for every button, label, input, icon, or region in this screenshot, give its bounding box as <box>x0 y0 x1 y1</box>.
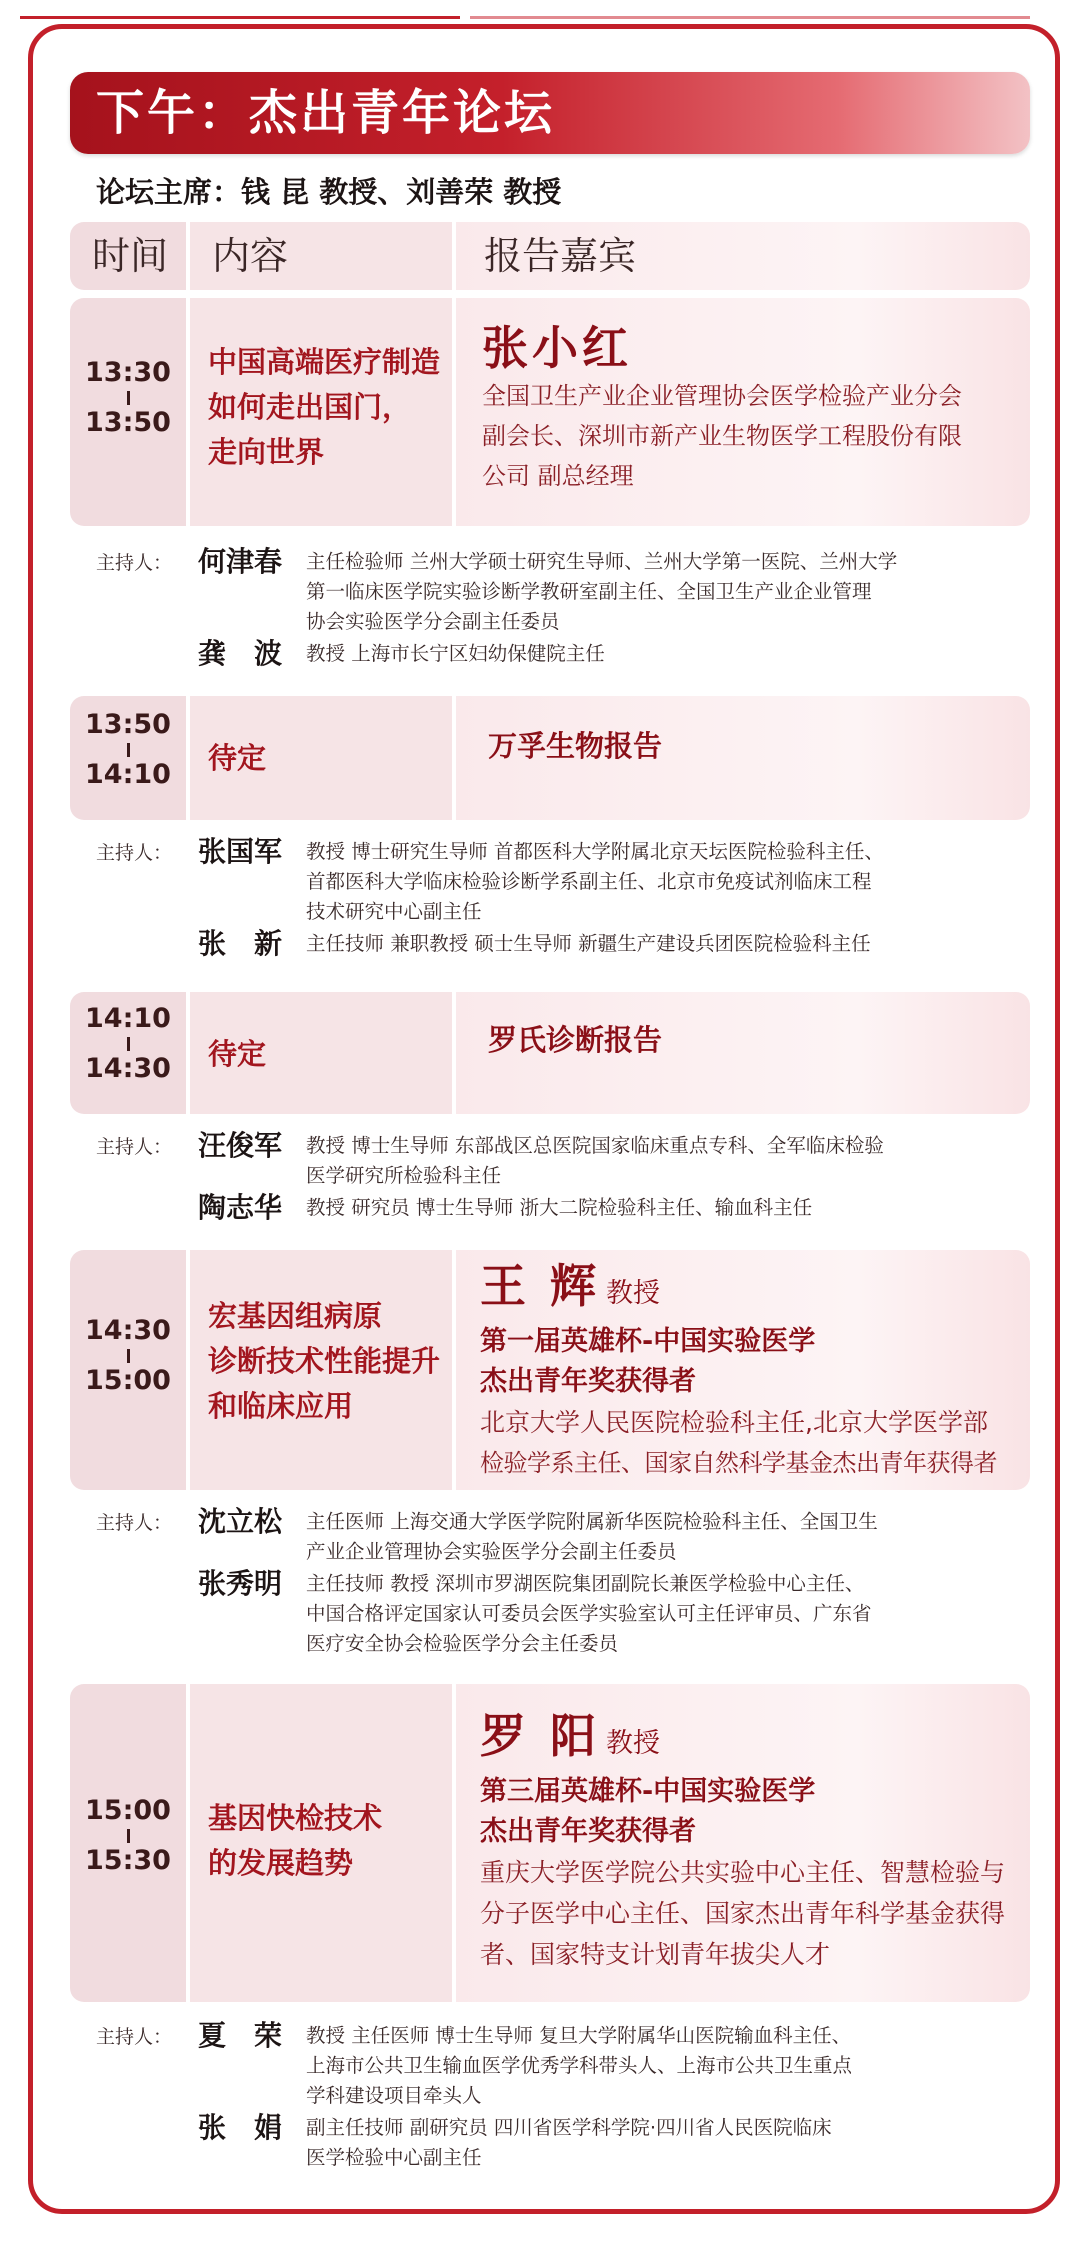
host-desc-line: 主任技师 兼职教授 硕士生导师 新疆生产建设兵团医院检验科主任 <box>306 932 871 955</box>
speaker-affiliation: 检验学系主任、国家自然科学基金杰出青年获得者 <box>480 1449 997 1477</box>
host-desc-line: 教授 博士生导师 东部战区总医院国家临床重点专科、全军临床检验 <box>306 1134 884 1157</box>
section-title-bar <box>70 72 1030 154</box>
host-desc-line: 产业企业管理协会实验医学分会副主任委员 <box>306 1540 677 1563</box>
speaker-cell <box>456 992 1030 1114</box>
sponsor-report: 万孚生物报告 <box>488 729 663 763</box>
host-desc-line: 教授 研究员 博士生导师 浙大二院检验科主任、输血科主任 <box>306 1196 813 1219</box>
page-title: 下午：杰出青年论坛 <box>96 85 556 141</box>
topic-line: 宏基因组病原 <box>208 1299 383 1333</box>
time-start: 13:50 <box>85 709 171 740</box>
session-topic <box>208 340 442 475</box>
time-start: 14:30 <box>85 1315 171 1346</box>
host-name: 张国军 <box>198 835 283 868</box>
time-cell <box>70 1684 186 2002</box>
host-desc-line: 教授 主任医师 博士生导师 复旦大学附属华山医院输血科主任、 <box>306 2024 852 2047</box>
speaker-affiliation: 公司 副总经理 <box>482 462 634 490</box>
topic-line: 基因快检技术 <box>208 1801 383 1835</box>
host-desc-line: 学科建设项目牵头人 <box>306 2084 482 2107</box>
time-divider <box>127 391 130 405</box>
topic-line: 走向世界 <box>208 435 325 469</box>
session-topic <box>208 1796 442 1886</box>
content-cell <box>190 1684 452 2002</box>
host-desc <box>306 2113 1038 2173</box>
content-cell <box>190 298 452 526</box>
sponsor-report: 罗氏诊断报告 <box>488 1023 663 1057</box>
speaker-award: 杰出青年奖获得者 <box>480 1816 696 1847</box>
time-start: 15:00 <box>85 1795 171 1826</box>
time-divider <box>127 1829 130 1843</box>
host-desc-line: 技术研究中心副主任 <box>306 900 482 923</box>
time-start: 13:30 <box>85 357 171 388</box>
speaker-title: 教授 <box>606 1728 661 1759</box>
topic-line: 如何走出国门， <box>208 390 412 424</box>
host-desc-line: 第一临床医学院实验诊断学教研室副主任、全国卫生产业企业管理 <box>306 580 872 603</box>
session-topic <box>208 1032 442 1077</box>
host-desc-line: 主任医师 上海交通大学医学院附属新华医院检验科主任、全国卫生 <box>306 1510 878 1533</box>
hosts-label: 主持人： <box>96 842 173 864</box>
speaker-name-text: 罗 阳 <box>480 1709 601 1763</box>
time-cell <box>70 298 186 526</box>
speaker-affiliation: 分子医学中心主任、国家杰出青年科学基金获得 <box>480 1899 1006 1928</box>
host-name: 夏 荣 <box>198 2019 283 2052</box>
time-divider <box>127 1349 130 1363</box>
hosts-block-4 <box>96 1504 1036 1674</box>
time-divider <box>127 743 130 757</box>
host-desc <box>306 639 1038 669</box>
session-time <box>70 1002 186 1086</box>
session-row-4 <box>70 1250 1030 1490</box>
topic-line: 和临床应用 <box>208 1389 354 1423</box>
hosts-block-5 <box>96 2018 1036 2188</box>
top-rule-left <box>20 16 460 19</box>
speaker-name <box>480 1258 1022 1322</box>
session-time <box>70 1794 186 1878</box>
speaker-affiliation: 者、国家特支计划青年拔尖人才 <box>480 1940 831 1969</box>
speaker-award: 第一届英雄杯-中国实验医学 <box>480 1326 816 1357</box>
host-desc-line: 协会实验医学分会副主任委员 <box>306 610 560 633</box>
speaker-title: 教授 <box>606 1278 661 1309</box>
speaker-affiliation: 北京大学人民医院检验科主任,北京大学医学部 <box>480 1408 988 1437</box>
header-speaker: 报告嘉宾 <box>456 222 1030 290</box>
speaker-name: 张小红 <box>482 321 632 375</box>
header-content: 内容 <box>190 222 452 290</box>
content-cell <box>190 992 452 1114</box>
host-name: 龚 波 <box>198 637 283 670</box>
host-desc <box>306 547 1038 637</box>
speaker-affiliation: 副会长、深圳市新产业生物医学工程股份有限 <box>482 422 962 450</box>
speaker-affiliation: 全国卫生产业企业管理协会医学检验产业分会 <box>482 382 962 410</box>
host-desc-line: 医学研究所检验科主任 <box>306 1164 502 1187</box>
speaker-block <box>482 320 1014 496</box>
host-desc-line: 首都医科大学临床检验诊断学系副主任、北京市免疫试剂临床工程 <box>306 870 872 893</box>
hosts-label: 主持人： <box>96 1136 173 1158</box>
session-row-2 <box>70 696 1030 820</box>
host-desc-line: 主任技师 教授 深圳市罗湖医院集团副院长兼医学检验中心主任、 <box>306 1572 865 1595</box>
topic-line: 诊断技术性能提升 <box>208 1344 441 1378</box>
content-cell <box>190 696 452 820</box>
topic-line: 待定 <box>208 1037 267 1071</box>
speaker-name-text: 王 辉 <box>480 1259 601 1313</box>
time-end: 15:00 <box>85 1365 171 1396</box>
host-desc <box>306 1507 1038 1567</box>
session-topic <box>208 1294 442 1429</box>
hosts-block-3 <box>96 1128 1036 1226</box>
host-desc-line: 教授 上海市长宁区妇幼保健院主任 <box>306 642 605 665</box>
host-desc-line: 主任检验师 兰州大学硕士研究生导师、兰州大学第一医院、兰州大学 <box>306 550 898 573</box>
host-desc <box>306 837 1038 927</box>
session-topic <box>208 736 442 781</box>
topic-line: 待定 <box>208 741 267 775</box>
host-name: 张 新 <box>198 927 283 960</box>
topic-line: 中国高端医疗制造 <box>208 345 441 379</box>
host-desc-line: 医疗安全协会检验医学分会主任委员 <box>306 1632 619 1655</box>
time-cell <box>70 696 186 820</box>
time-divider <box>127 1037 130 1051</box>
time-cell <box>70 992 186 1114</box>
session-row-1 <box>70 298 1030 526</box>
host-name: 张秀明 <box>198 1567 283 1600</box>
hosts-block-1 <box>96 544 1036 674</box>
time-end: 14:10 <box>85 759 171 790</box>
top-rule-right <box>470 16 1030 19</box>
speaker-block <box>480 1708 1022 1975</box>
time-end: 15:30 <box>85 1845 171 1876</box>
host-desc-line: 医学检验中心副主任 <box>306 2146 482 2169</box>
host-desc <box>306 1131 1038 1191</box>
host-name: 张 娟 <box>198 2111 283 2144</box>
host-name: 何津春 <box>198 545 283 578</box>
host-desc <box>306 929 1038 959</box>
content-cell <box>190 1250 452 1490</box>
speaker-cell <box>456 696 1030 820</box>
host-name: 汪俊军 <box>198 1129 283 1162</box>
session-row-3 <box>70 992 1030 1114</box>
host-desc <box>306 1569 1038 1659</box>
host-desc-line: 教授 博士研究生导师 首都医科大学附属北京天坛医院检验科主任、 <box>306 840 884 863</box>
speaker-cell <box>456 298 1030 526</box>
session-row-5 <box>70 1684 1030 2002</box>
speaker-award: 杰出青年奖获得者 <box>480 1366 696 1397</box>
forum-chairs: 论坛主席：钱 昆 教授、刘善荣 教授 <box>96 175 562 209</box>
hosts-label: 主持人： <box>96 1512 173 1534</box>
time-cell <box>70 1250 186 1490</box>
host-desc <box>306 1193 1038 1223</box>
session-time <box>70 708 186 792</box>
time-end: 13:50 <box>85 407 171 438</box>
hosts-block-2 <box>96 834 1036 964</box>
time-end: 14:30 <box>85 1053 171 1084</box>
speaker-affiliation: 重庆大学医学院公共实验中心主任、智慧检验与 <box>480 1858 1006 1887</box>
topic-line: 的发展趋势 <box>208 1846 354 1880</box>
speaker-cell <box>456 1250 1030 1490</box>
time-start: 14:10 <box>85 1003 171 1034</box>
session-time <box>70 356 186 440</box>
host-desc-line: 上海市公共卫生输血医学优秀学科带头人、上海市公共卫生重点 <box>306 2054 853 2077</box>
speaker-block <box>480 1258 1022 1484</box>
host-desc-line: 副主任技师 副研究员 四川省医学科学院·四川省人民医院临床 <box>306 2116 832 2139</box>
host-desc <box>306 2021 1038 2111</box>
speaker-cell <box>456 1684 1030 2002</box>
host-name: 沈立松 <box>198 1505 283 1538</box>
hosts-label: 主持人： <box>96 552 173 574</box>
host-desc-line: 中国合格评定国家认可委员会医学实验室认可主任评审员、广东省 <box>306 1602 872 1625</box>
table-header <box>70 222 1030 290</box>
host-name: 陶志华 <box>198 1191 283 1224</box>
header-time: 时间 <box>70 222 186 290</box>
hosts-label: 主持人： <box>96 2026 173 2048</box>
session-time <box>70 1314 186 1398</box>
speaker-award: 第三届英雄杯-中国实验医学 <box>480 1776 816 1807</box>
speaker-name <box>480 1708 1022 1772</box>
